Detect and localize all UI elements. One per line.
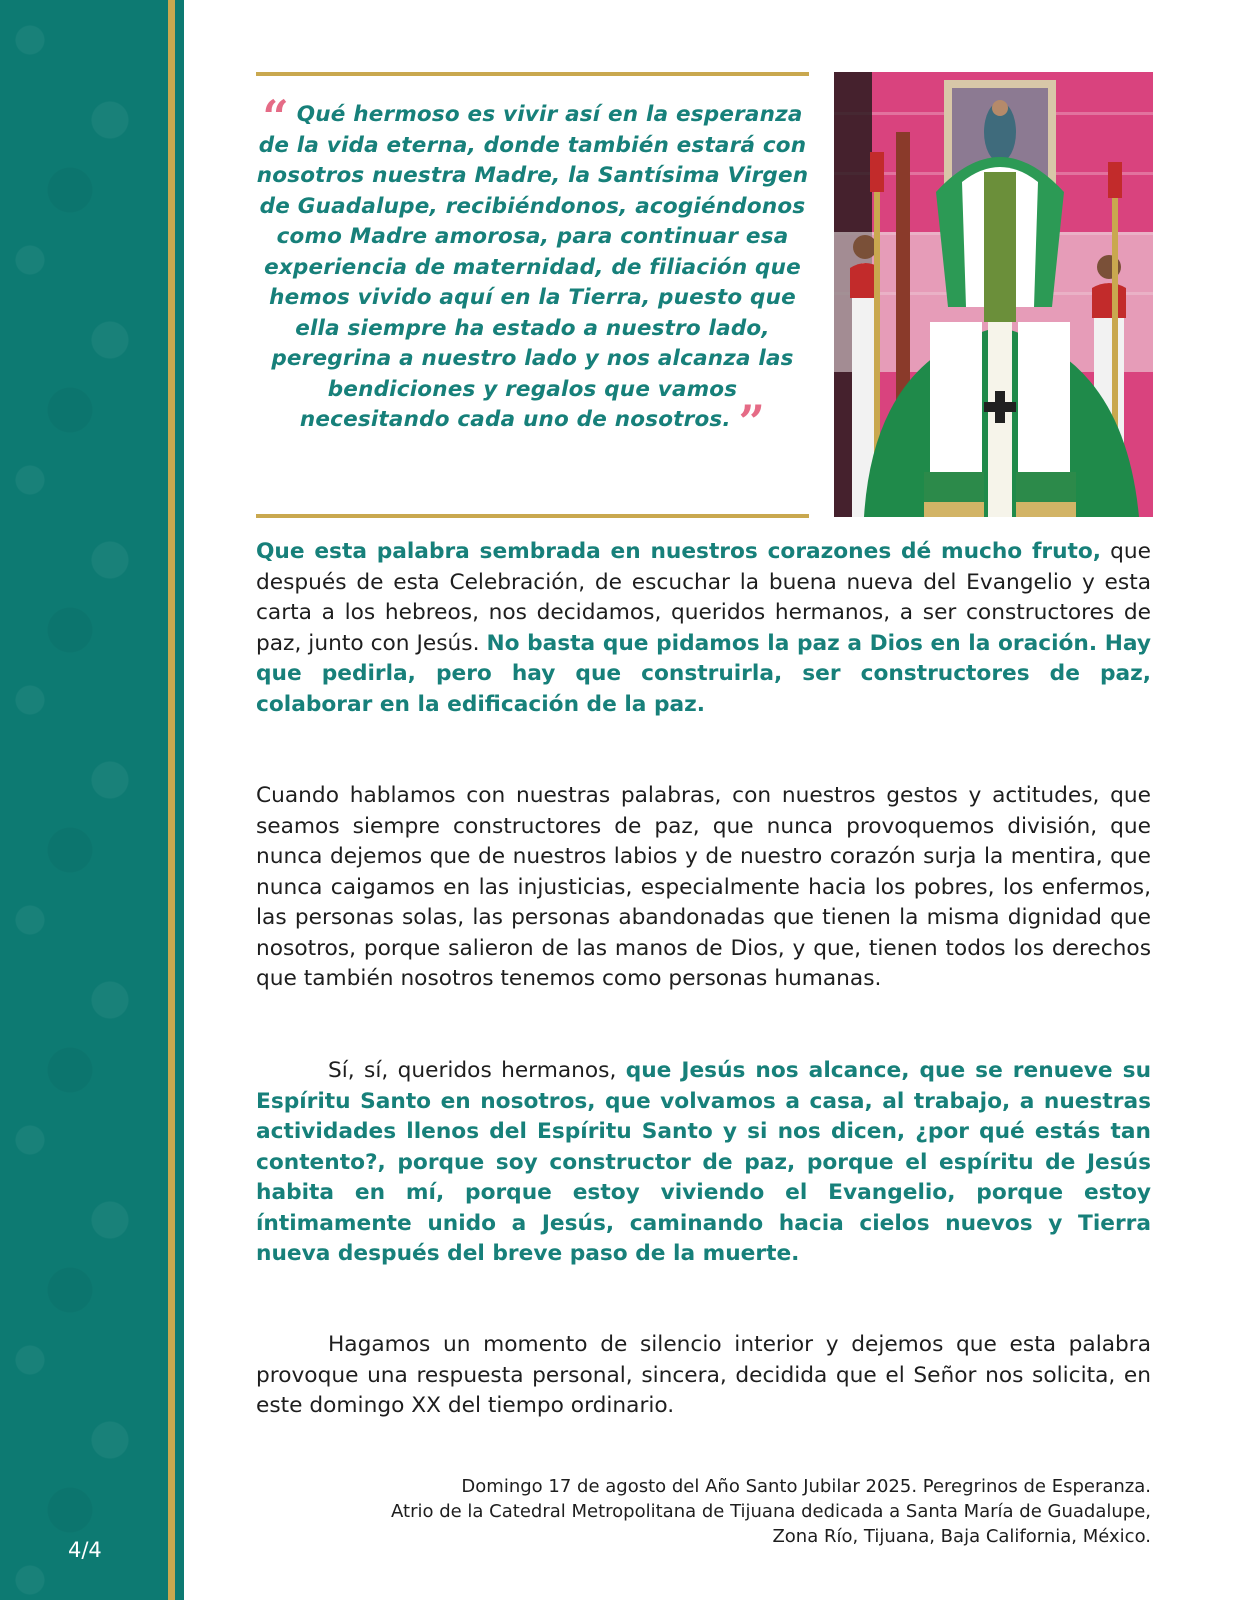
bishop-photo-illustration (834, 72, 1153, 517)
footer-line-2: Atrio de la Catedral Metropolitana de Tijuana dedicada a Santa María de Guadalupe, (391, 1501, 1151, 1522)
footer-caption (256, 1474, 1151, 1549)
quote-text: Qué hermoso es vivir así en la esperanza de la vida eterna, donde también estará con nosotros nuestra Madre, la Santísima Virgen de Guadalupe, recibiéndonos, acogiéndonos como Madre amorosa, para continuar esa experiencia de maternidad, de filiación que hemos vivido aquí en la Tierra, puesto que ella siempre ha estado a nuestro lado, peregrina a nuestro lado y nos alcanza las bendiciones y regalos que vamos necesitando cada uno de nosotros. (256, 102, 809, 432)
gold-divider-stripe (168, 0, 175, 1600)
bishop-photo (834, 72, 1153, 517)
open-quote-icon: “ (262, 90, 290, 144)
page-number: 4/4 (68, 1538, 102, 1562)
decorative-sidebar (0, 0, 168, 1600)
paragraph-2: Cuando hablamos con nuestras palabras, con nuestros gestos y actitudes, que seamos siempre constructores de paz, que nunca provoquemos división, que nunca dejemos que de nuestros labios y de nuestro corazón surja la mentira, que nunca caigamos en las injusticias, especialmente hacia los pobres, los enfermos, las personas solas, las personas abandonadas que tienen la misma dignidad que nosotros, porque salieron de las manos de Dios, y que, tienen todos los derechos que también nosotros tenemos como personas humanas. (256, 783, 1151, 991)
paragraph-4: Hagamos un momento de silencio interior y dejemos que esta palabra provoque una respuesta personal, sincera, decidida que el Señor nos solicita, en este domingo XX del tiempo ordinario. (256, 1332, 1151, 1418)
close-quote-icon: ” (738, 395, 766, 449)
footer-line-3: Zona Río, Tijuana, Baja California, México. (772, 1526, 1151, 1547)
paragraph-3: Sí, sí, queridos hermanos, que Jesús nos alcance, que se renueve su Espíritu Santo en nosotros, que volvamos a casa, al trabajo, a nuestras actividades llenos del Espíritu Santo y si nos dicen, ¿por qué estás tan contento?, porque soy constructor de paz, porque el espíritu de Jesús habita en mí, porque estoy viviendo el Evangelio, porque estoy íntimamente unido a Jesús, caminando hacia cielos nuevos y Tierra nueva después del breve paso de la muerte. (256, 1058, 1152, 1266)
paragraph-1: Que esta palabra sembrada en nuestros corazones dé mucho fruto, que después de esta Celebración, de escuchar la buena nueva del Evangelio y esta carta a los hebreos, nos decidamos, queridos hermanos, a ser constructores de paz, junto con Jesús. No basta que pidamos la paz a Dios en la oración. Hay que pedirla, pero hay que construirla, ser constructores de paz, colaborar en la edificación de la paz. (256, 539, 1152, 717)
footer-line-1: Domingo 17 de agosto del Año Santo Jubilar 2025. Peregrinos de Esperanza. (461, 1476, 1151, 1497)
pull-quote (256, 72, 809, 518)
teal-divider-stripe (175, 0, 184, 1600)
